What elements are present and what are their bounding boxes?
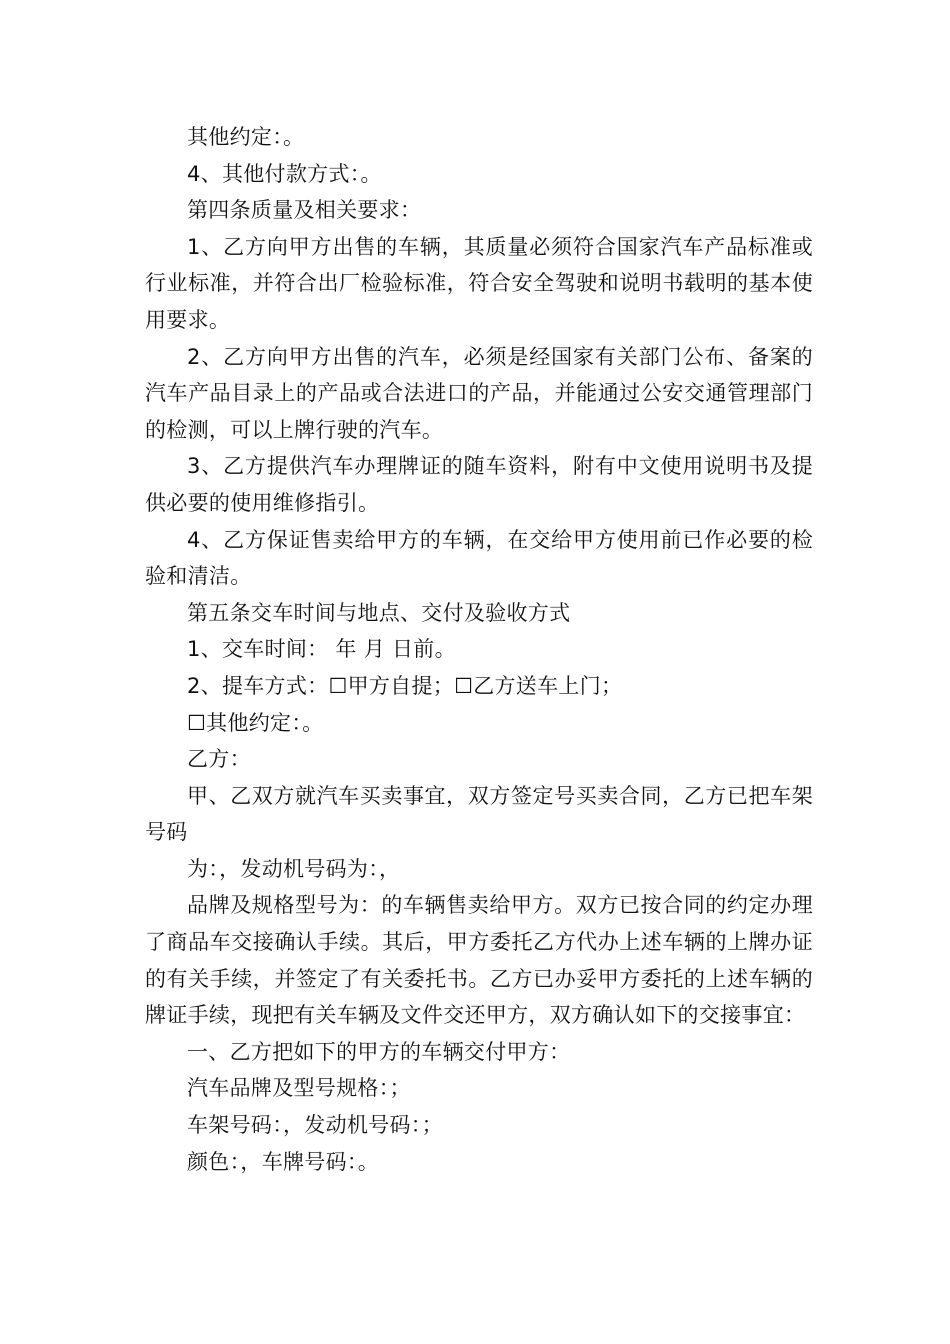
paragraph-other-payment: 4、其他付款方式：。	[187, 161, 382, 186]
paragraph-color-plate: 颜色：，车牌号码：。	[187, 1149, 379, 1174]
document-body	[145, 119, 813, 1180]
paragraph-quality-4: 4、乙方保证售卖给甲方的车辆，在交给甲方使用前已作必要的检验和清洁。	[145, 527, 813, 589]
paragraph-frame-engine: 车架号码：，发动机号码：；	[187, 1113, 443, 1138]
paragraph-engine-number: 为：，发动机号码为：，	[187, 856, 401, 881]
paragraph-party-b: 乙方：	[187, 747, 251, 772]
article-four-heading: 第四条质量及相关要求：	[187, 198, 422, 223]
paragraph-quality-3: 3、乙方提供汽车办理牌证的随车资料，附有中文使用说明书及提供必要的使用维修指引。	[145, 454, 813, 515]
paragraph-intro: 甲、乙双方就汽车买卖事宜，双方签定号买卖合同，乙方已把车架号码	[145, 783, 813, 845]
paragraph-pickup-other: ☐其他约定：。	[187, 710, 324, 735]
paragraph-other-agreement: 其他约定：。	[187, 125, 305, 149]
paragraph-brand-model: 汽车品牌及型号规格：；	[187, 1076, 411, 1101]
paragraph-delivery-time: 1、交车时间： 年 月 日前。	[187, 637, 456, 662]
paragraph-handover-details: 品牌及规格型号为：的车辆售卖给甲方。双方已按合同的约定办理了商品车交接确认手续。其后，甲方委托乙方代办上述车辆的上牌办证的有关手续，并签定了有关委托书。乙方已办妥甲方委托的上述车辆的牌证手续，现把有关车辆及文件交还甲方，双方确认如下的交接事宜：	[145, 893, 813, 1028]
paragraph-handover-item-1: 一、乙方把如下的甲方的车辆交付甲方：	[187, 1039, 571, 1064]
paragraph-pickup-method: 2、提车方式：☐甲方自提；☐乙方送车上门；	[187, 673, 623, 698]
paragraph-quality-2: 2、乙方向甲方出售的汽车，必须是经国家有关部门公布、备案的汽车产品目录上的产品或合法进口的产品，并能通过公安交通管理部门的检测，可以上牌行驶的汽车。	[145, 344, 813, 442]
article-five-heading: 第五条交车时间与地点、交付及验收方式	[187, 600, 571, 625]
paragraph-quality-1: 1、乙方向甲方出售的车辆，其质量必须符合国家汽车产品标准或行业标准，并符合出厂检验标准，符合安全驾驶和说明书载明的基本使用要求。	[145, 234, 813, 332]
